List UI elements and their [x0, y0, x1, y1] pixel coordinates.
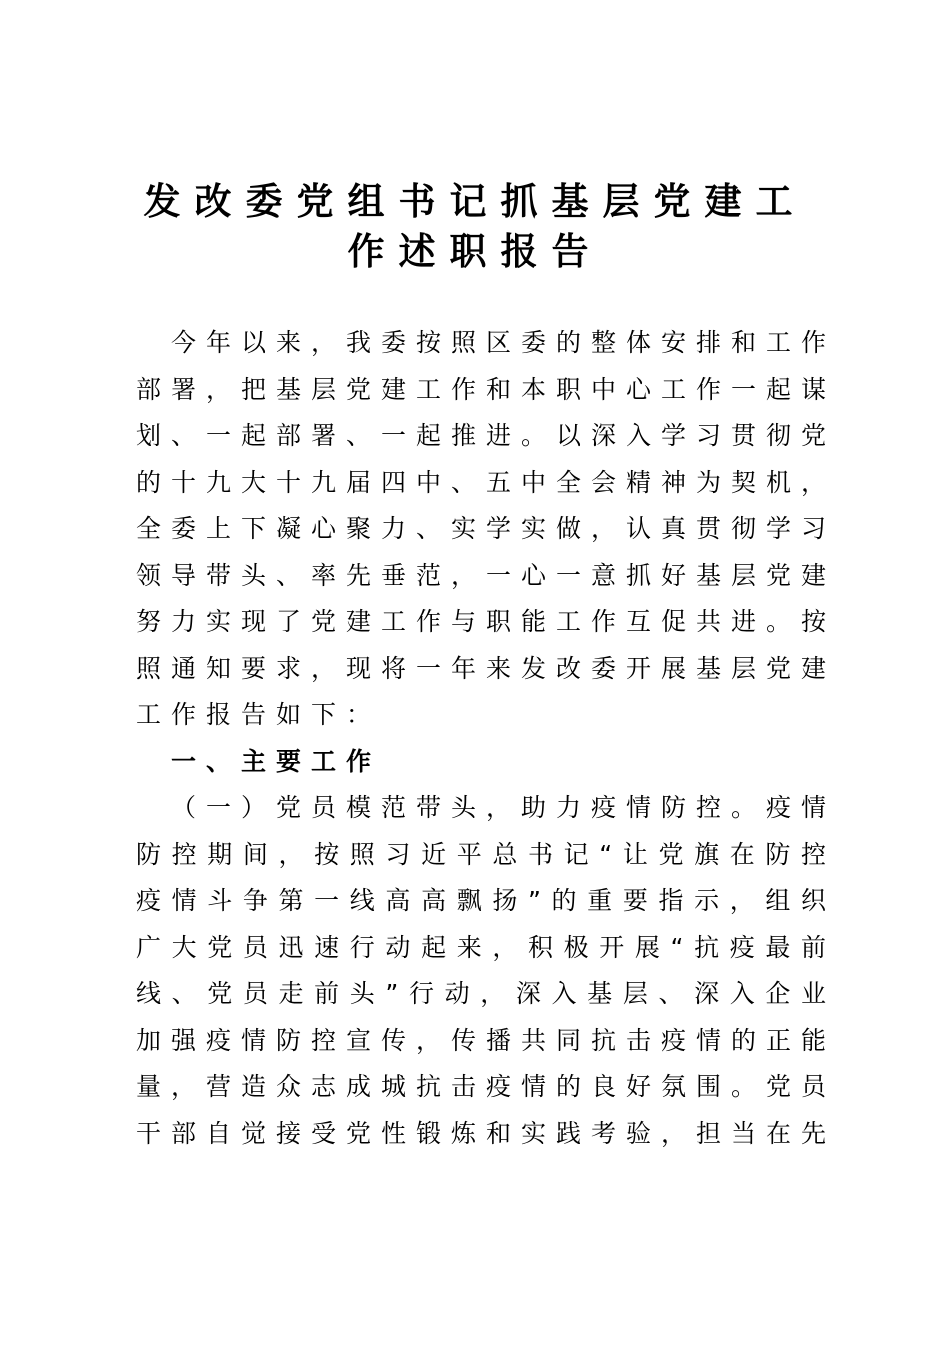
document-title: [120, 176, 830, 276]
paragraph-line: 领导带头、率先垂范，一心一意抓好基层党建: [136, 560, 826, 590]
paragraph-line: 干部自觉接受党性锻炼和实践考验，担当在先: [136, 1118, 826, 1148]
paragraph-line: 加强疫情防控宣传，传播共同抗击疫情的正能: [136, 1025, 826, 1055]
paragraph-line: 疫情斗争第一线高高飘扬”的重要指示，组织: [136, 886, 826, 915]
title-line: 发改委党组书记抓基层党建工: [143, 179, 807, 223]
paragraph-line: 工作报告如下：: [136, 700, 382, 729]
paragraph-line: 部署，把基层党建工作和本职中心工作一起谋: [136, 374, 826, 404]
paragraph-line: 量，营造众志成城抗击疫情的良好氛围。党员: [136, 1072, 826, 1101]
document-body: [136, 320, 826, 1157]
paragraph-line: 线、党员走前头”行动，深入基层、深入企业: [136, 979, 826, 1008]
title-line: 作述职报告: [347, 229, 603, 273]
paragraph-line: 广大党员迅速行动起来，积极开展“抗疫最前: [136, 932, 826, 962]
paragraph-line: 全委上下凝心聚力、实学实做，认真贯彻学习: [136, 514, 826, 543]
paragraph-line: 划、一起部署、一起推进。以深入学习贯彻党: [136, 421, 826, 450]
paragraph-line: 照通知要求，现将一年来发改委开展基层党建: [136, 653, 826, 683]
section-heading: 一、主要工作: [171, 746, 382, 776]
paragraph-line: （一）党员模范带头，助力疫情防控。疫情: [171, 793, 826, 822]
paragraph-line: 努力实现了党建工作与职能工作互促共进。按: [136, 607, 826, 636]
paragraph-line: 今年以来，我委按照区委的整体安排和工作: [171, 328, 826, 357]
paragraph-line: 防控期间，按照习近平总书记“让党旗在防控: [136, 839, 826, 869]
paragraph-line: 的十九大十九届四中、五中全会精神为契机，: [136, 467, 826, 497]
